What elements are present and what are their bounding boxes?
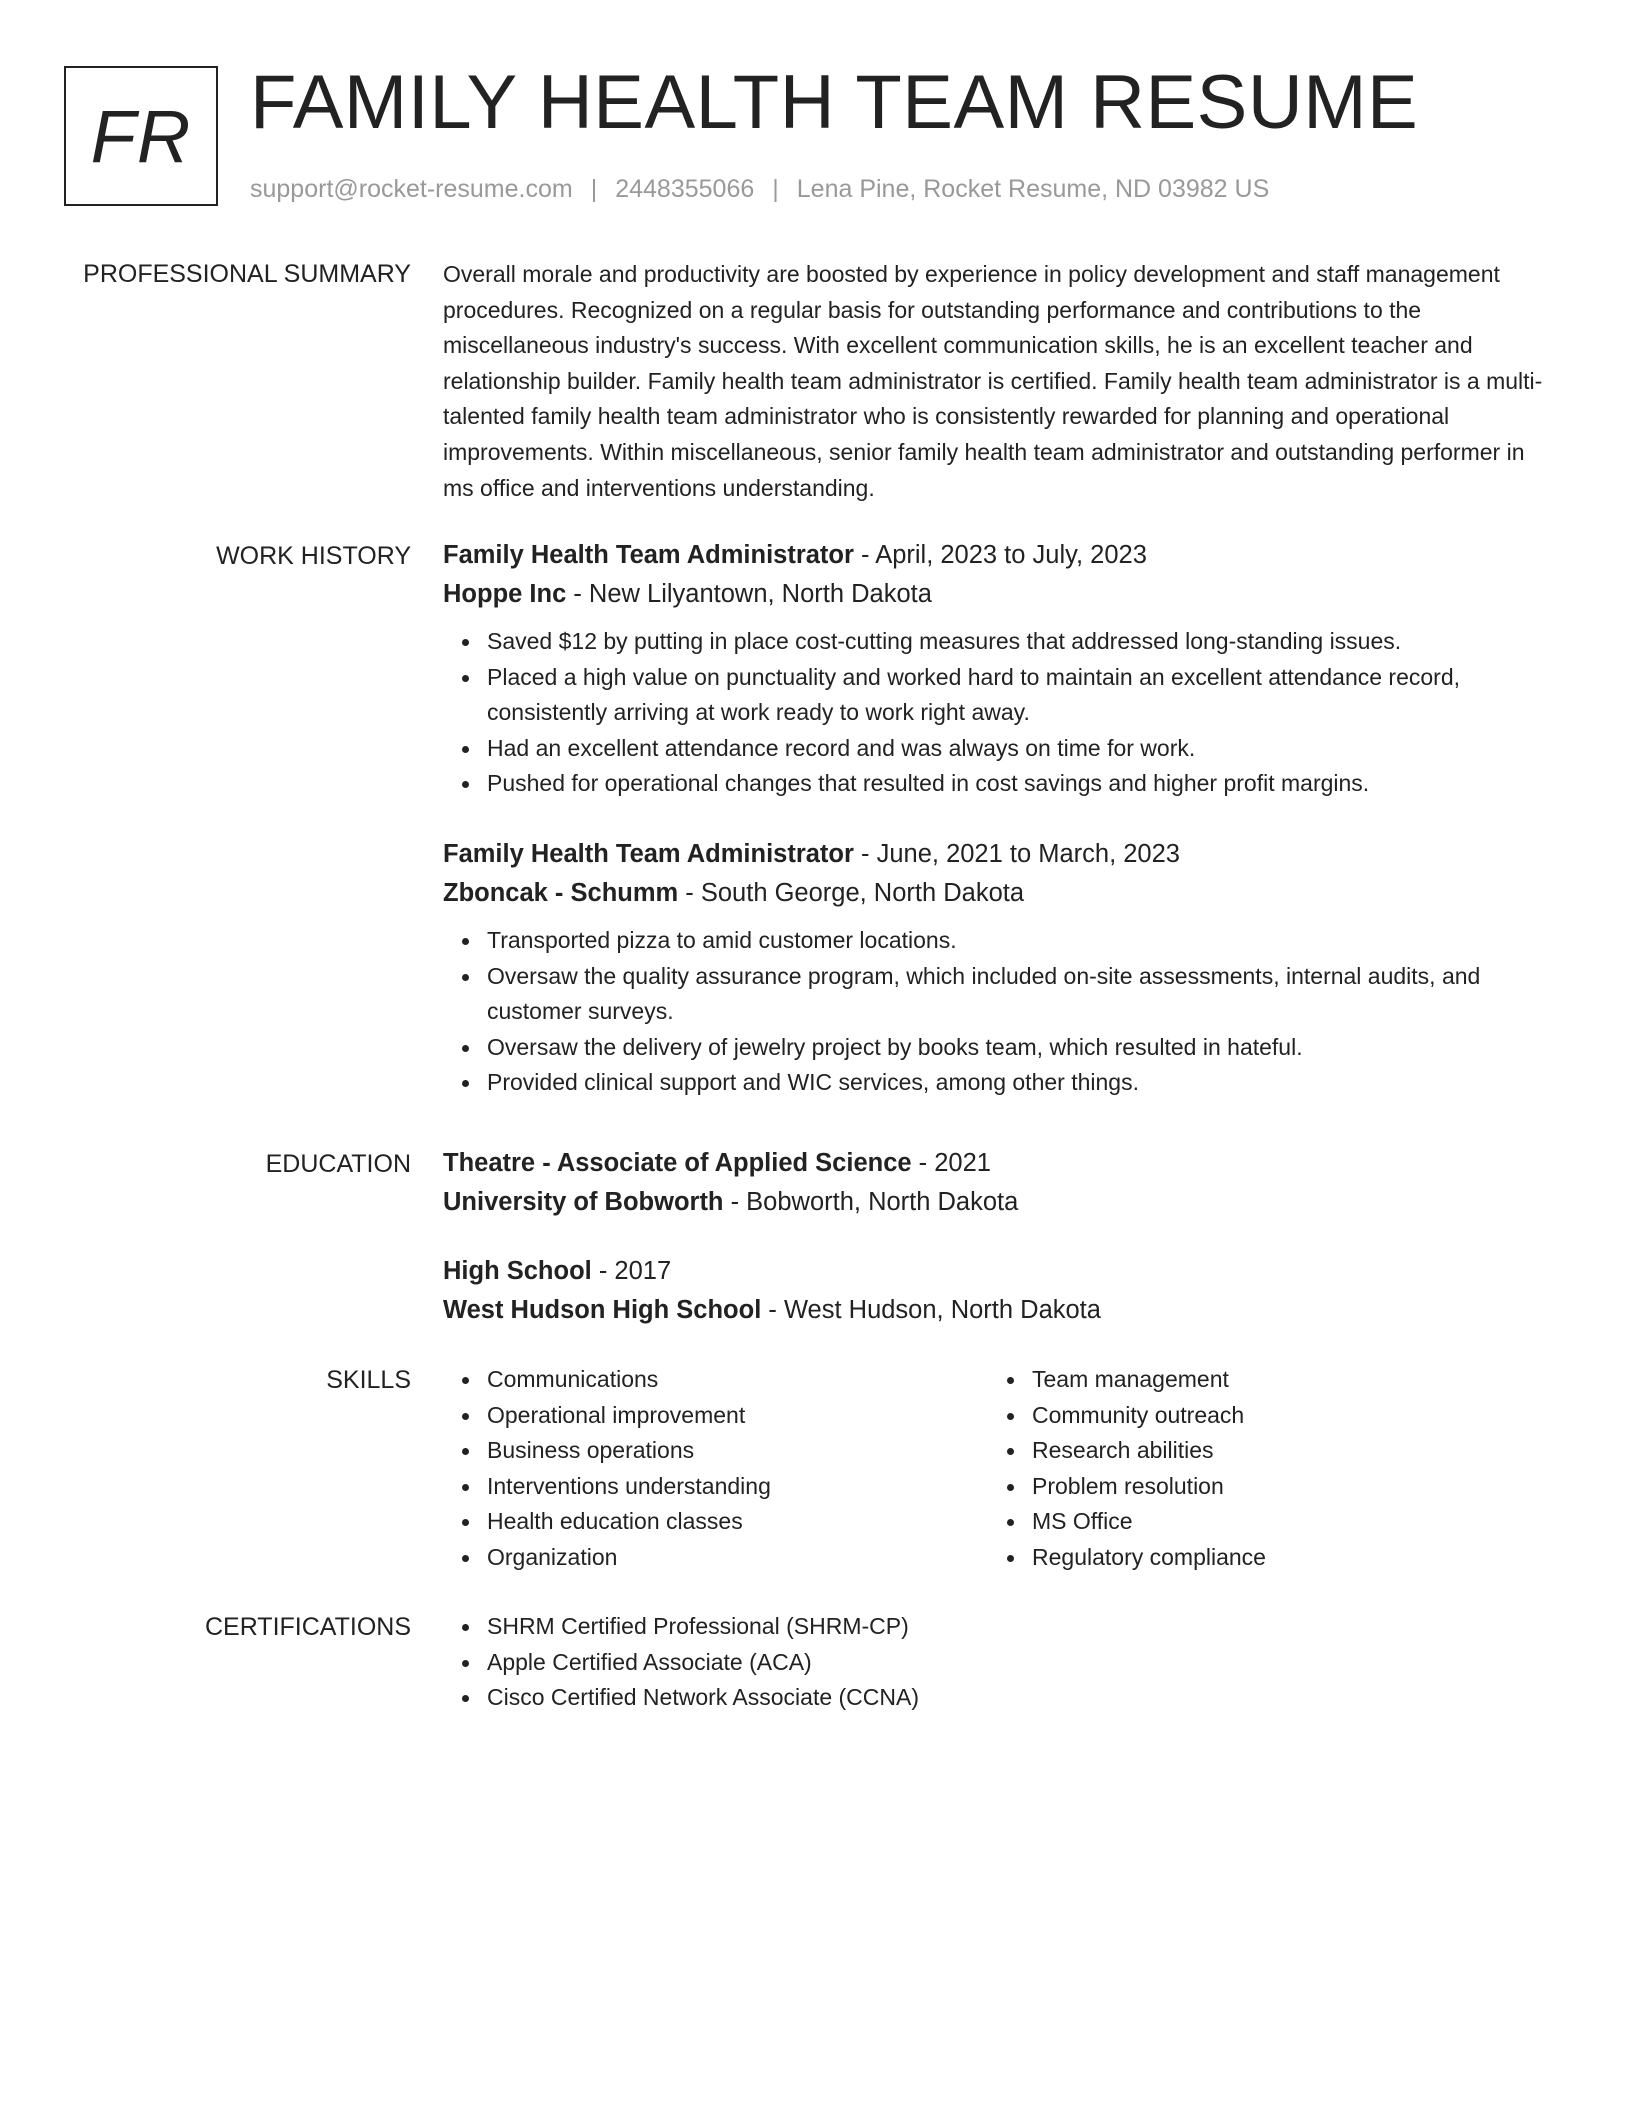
contact-phone[interactable]: 2448355066 xyxy=(615,175,755,203)
job-bullet: Placed a high value on punctuality and worked hard to maintain an excellent attendance record, consistently arriving at work ready to work right away. xyxy=(487,660,1553,731)
education-school-line xyxy=(443,1183,1553,1222)
work-history-body xyxy=(443,536,1553,1101)
job-company: Zboncak - Schumm xyxy=(443,878,679,907)
skill-item: Team management xyxy=(1032,1362,1533,1398)
certification-item: SHRM Certified Professional (SHRM-CP) xyxy=(487,1609,1553,1645)
monogram-box xyxy=(64,66,218,206)
certifications-list xyxy=(443,1609,1553,1716)
skill-item: MS Office xyxy=(1032,1504,1533,1540)
job-bullets xyxy=(443,624,1553,802)
job-title: Family Health Team Administrator xyxy=(443,541,854,569)
section-label-education: EDUCATION xyxy=(265,1150,411,1178)
education-degree: High School xyxy=(443,1257,592,1285)
education-entry xyxy=(443,1144,1553,1222)
job-bullets xyxy=(443,923,1553,1101)
skills-body xyxy=(443,1362,1553,1576)
education-year: - 2021 xyxy=(911,1149,991,1177)
skills-column-left xyxy=(443,1362,988,1576)
resume-title: FAMILY HEALTH TEAM RESUME xyxy=(250,60,1419,145)
education-location: - Bobworth, North Dakota xyxy=(723,1188,1019,1216)
education-body xyxy=(443,1144,1553,1330)
job-dates: - April, 2023 to July, 2023 xyxy=(853,541,1147,569)
job-dates: - June, 2021 to March, 2023 xyxy=(853,839,1180,868)
education-degree-line xyxy=(443,1144,1553,1183)
contact-separator: | xyxy=(590,175,598,203)
contact-separator: | xyxy=(772,175,779,203)
job-bullet: Transported pizza to amid customer locations. xyxy=(487,923,1553,959)
section-label-work-history: WORK HISTORY xyxy=(216,542,411,570)
job-bullet: Pushed for operational changes that resulted in cost savings and higher profit margins. xyxy=(487,766,1553,802)
skills-columns xyxy=(443,1362,1553,1576)
skill-item: Regulatory compliance xyxy=(1032,1540,1533,1576)
job-company-line xyxy=(443,874,1553,913)
education-entry xyxy=(443,1252,1553,1330)
section-label-summary: PROFESSIONAL SUMMARY xyxy=(83,260,411,288)
skills-column-right xyxy=(988,1362,1533,1576)
certification-item: Apple Certified Associate (ACA) xyxy=(487,1645,1553,1681)
contact-address: Lena Pine, Rocket Resume, ND 03982 US xyxy=(796,175,1270,203)
summary-body xyxy=(443,257,1553,506)
section-label-certifications: CERTIFICATIONS xyxy=(204,1613,411,1641)
job-entry xyxy=(443,835,1553,1101)
job-bullet: Oversaw the delivery of jewelry project by books team, which resulted in hateful. xyxy=(487,1030,1553,1066)
skill-item: Research abilities xyxy=(1032,1433,1533,1469)
job-title-line xyxy=(443,536,1553,575)
skill-item: Communications xyxy=(487,1362,988,1398)
education-school: University of Bobworth xyxy=(443,1188,724,1216)
education-year: - 2017 xyxy=(591,1257,672,1285)
job-company-line xyxy=(443,575,1553,614)
certifications-body xyxy=(443,1609,1553,1716)
job-title-line xyxy=(443,835,1553,874)
summary-text: Overall morale and productivity are boosted by experience in policy development and staff management procedures. Recognized on a regular basis for outstanding performance and contributions to the miscellaneous industry's success. With excellent communication skills, he is an excellent teacher and relationship builder. Family health team administrator is certified. Family health team administrator is a multi-talented family health team administrator who is consistently rewarded for planning and operational improvements. Within miscellaneous, senior family health team administrator and outstanding performer in ms office and interventions understanding. xyxy=(443,261,1543,501)
skill-item: Interventions understanding xyxy=(487,1469,988,1505)
job-title: Family Health Team Administrator xyxy=(443,839,854,868)
education-location: - West Hudson, North Dakota xyxy=(761,1296,1101,1324)
contact-line xyxy=(250,172,1269,206)
job-bullet: Saved $12 by putting in place cost-cutting measures that addressed long-standing issues. xyxy=(487,624,1553,660)
education-degree-line xyxy=(443,1252,1553,1291)
certification-item: Cisco Certified Network Associate (CCNA) xyxy=(487,1680,1553,1716)
job-company: Hoppe Inc xyxy=(443,580,567,608)
job-bullet: Had an excellent attendance record and was always on time for work. xyxy=(487,731,1553,767)
skill-item: Problem resolution xyxy=(1032,1469,1533,1505)
skills-list-right xyxy=(988,1362,1533,1576)
job-bullet: Provided clinical support and WIC services, among other things. xyxy=(487,1065,1553,1101)
job-location: - South George, North Dakota xyxy=(678,878,1025,907)
section-label-skills: SKILLS xyxy=(326,1366,411,1394)
job-location: - New Lilyantown, North Dakota xyxy=(566,580,932,608)
skill-item: Business operations xyxy=(487,1433,988,1469)
monogram-initials: FR xyxy=(90,94,192,178)
job-bullet: Oversaw the quality assurance program, which included on-site assessments, internal audits, and customer surveys. xyxy=(487,959,1553,1030)
skill-item: Community outreach xyxy=(1032,1398,1533,1434)
contact-email[interactable]: support@rocket-resume.com xyxy=(250,175,573,203)
skills-list-left xyxy=(443,1362,988,1576)
skill-item: Organization xyxy=(487,1540,988,1576)
education-school: West Hudson High School xyxy=(443,1296,762,1324)
education-school-line xyxy=(443,1291,1553,1330)
job-entry xyxy=(443,536,1553,802)
skill-item: Health education classes xyxy=(487,1504,988,1540)
education-degree: Theatre - Associate of Applied Science xyxy=(443,1149,912,1177)
skill-item: Operational improvement xyxy=(487,1398,988,1434)
